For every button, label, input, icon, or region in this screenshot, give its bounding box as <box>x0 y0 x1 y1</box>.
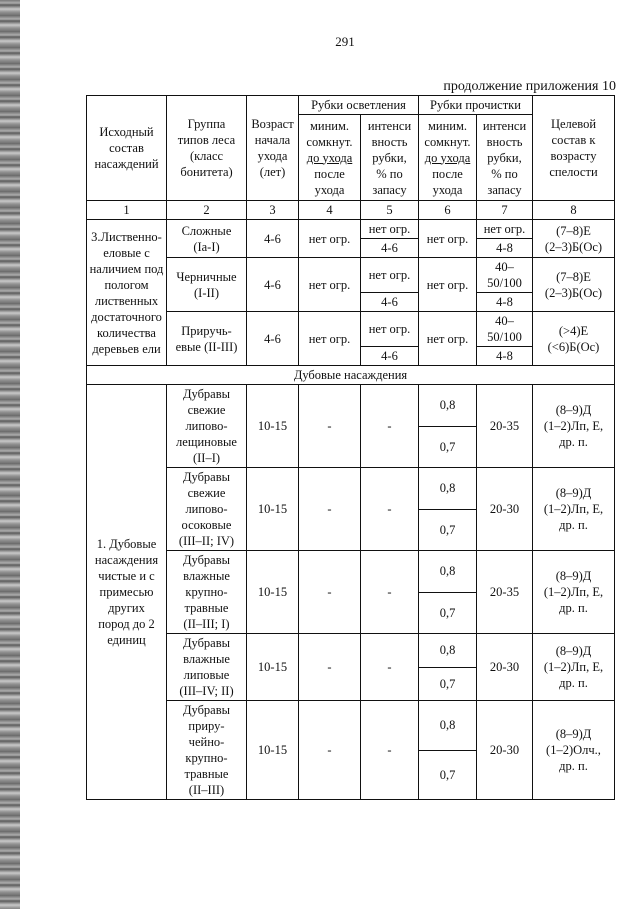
intensity-proch-top-cell: нет огр. <box>477 220 533 239</box>
forest-type-cell: Приручь- евые (II-III) <box>167 312 247 366</box>
intensity-proch-cell: 20-35 <box>477 385 533 468</box>
target-cell: (8–9)Д (1–2)Лп, Е, др. п. <box>533 551 615 634</box>
intensity-cell: - <box>361 701 419 800</box>
forest-type-cell: Дубравы свежие липово- осоковые (III–II; IV) <box>167 468 247 551</box>
min-density-cell: - <box>299 385 361 468</box>
header-composition: Исходный состав насаждений <box>87 96 167 201</box>
density-value-top: 0,8 <box>419 701 477 751</box>
density-value-top: 0,8 <box>419 551 477 593</box>
target-cell: (8–9)Д (1–2)Олч., др. п. <box>533 701 615 800</box>
forest-type-cell: Черничные (I-II) <box>167 258 247 312</box>
intensity-top-cell: нет огр. <box>361 312 419 347</box>
density-value-bottom: 0,7 <box>419 750 477 800</box>
forest-type-cell: Дубравы приру- чейно- крупно- травные (II–III) <box>167 701 247 800</box>
forest-type-cell: Дубравы влажные крупно- травные (II–III; I) <box>167 551 247 634</box>
start-age-cell: 4-6 <box>247 258 299 312</box>
column-number-2: 2 <box>167 201 247 220</box>
page-number: 291 <box>335 34 355 49</box>
intensity-bottom-cell: 4-6 <box>361 347 419 366</box>
column-number-8: 8 <box>533 201 615 220</box>
start-age-cell: 10-15 <box>247 701 299 800</box>
start-age-cell: 10-15 <box>247 468 299 551</box>
density-value-bottom: 0,7 <box>419 667 477 701</box>
forest-type-cell: Сложные (Ia-I) <box>167 220 247 258</box>
density-value-top: 0,8 <box>419 468 477 510</box>
header-min-density-osv: миним. сомкнут. до ухода после ухода <box>299 115 361 201</box>
intensity-proch-top-cell: 40– 50/100 <box>477 312 533 347</box>
intensity-proch-bottom-cell: 4-8 <box>477 239 533 258</box>
column-number-7: 7 <box>477 201 533 220</box>
min-density-cell: нет огр. <box>299 258 361 312</box>
header-forest-type: Группа типов леса (класс бонитета) <box>167 96 247 201</box>
header-start-age: Возраст начала ухода (лет) <box>247 96 299 201</box>
target-cell: (>4)Е (<6)Б(Ос) <box>533 312 615 366</box>
intensity-proch-bottom-cell: 4-8 <box>477 293 533 312</box>
target-cell: (8–9)Д (1–2)Лп, Е, др. п. <box>533 468 615 551</box>
header-min-density-proch: миним. сомкнут. до ухода после ухода <box>419 115 477 201</box>
intensity-proch-top-cell: 40– 50/100 <box>477 258 533 293</box>
start-age-cell: 10-15 <box>247 551 299 634</box>
column-number-4: 4 <box>299 201 361 220</box>
min-density-cell: - <box>299 634 361 701</box>
column-number-6: 6 <box>419 201 477 220</box>
forest-care-table <box>86 95 615 800</box>
intensity-top-cell: нет огр. <box>361 258 419 293</box>
header-intensity-proch: интенси вность рубки, % по запасу <box>477 115 533 201</box>
target-cell: (7–8)Е (2–3)Б(Ос) <box>533 258 615 312</box>
section2-title: Дубовые насаждения <box>87 366 615 385</box>
scan-edge-artifact <box>0 0 20 909</box>
min-density-proch-cell: нет огр. <box>419 220 477 258</box>
column-number-5: 5 <box>361 201 419 220</box>
column-number-1: 1 <box>87 201 167 220</box>
target-cell: (7–8)Е (2–3)Б(Ос) <box>533 220 615 258</box>
start-age-cell: 4-6 <box>247 312 299 366</box>
intensity-top-cell: нет огр. <box>361 220 419 239</box>
intensity-proch-cell: 20-30 <box>477 634 533 701</box>
target-cell: (8–9)Д (1–2)Лп, Е, др. п. <box>533 385 615 468</box>
intensity-proch-cell: 20-30 <box>477 468 533 551</box>
intensity-bottom-cell: 4-6 <box>361 293 419 312</box>
intensity-bottom-cell: 4-6 <box>361 239 419 258</box>
density-value-top: 0,8 <box>419 634 477 668</box>
min-density-cell: - <box>299 701 361 800</box>
start-age-cell: 10-15 <box>247 634 299 701</box>
min-density-proch-cell: нет огр. <box>419 258 477 312</box>
header-intensity-osv: интенси вность рубки, % по запасу <box>361 115 419 201</box>
min-density-cell: - <box>299 551 361 634</box>
min-density-cell: - <box>299 468 361 551</box>
density-value-bottom: 0,7 <box>419 592 477 634</box>
intensity-proch-cell: 20-35 <box>477 551 533 634</box>
header-group-prochistka: Рубки прочистки <box>419 96 533 115</box>
section2-composition: 1. Дубовые насаждения чистые и с примесью других пород до 2 единиц <box>87 385 167 800</box>
header-target: Целевой состав к возрасту спелости <box>533 96 615 201</box>
forest-type-cell: Дубравы свежие липово- лещиновые (II–I) <box>167 385 247 468</box>
intensity-cell: - <box>361 551 419 634</box>
start-age-cell: 4-6 <box>247 220 299 258</box>
forest-type-cell: Дубравы влажные липовые (III–IV; II) <box>167 634 247 701</box>
intensity-cell: - <box>361 634 419 701</box>
min-density-cell: нет огр. <box>299 220 361 258</box>
section1-composition: 3.Лиственно- еловые с наличием под пологом лиственных достаточного количества деревьев ели <box>87 220 167 366</box>
density-value-bottom: 0,7 <box>419 426 477 468</box>
target-cell: (8–9)Д (1–2)Лп, Е, др. п. <box>533 634 615 701</box>
intensity-cell: - <box>361 468 419 551</box>
intensity-proch-cell: 20-30 <box>477 701 533 800</box>
column-number-3: 3 <box>247 201 299 220</box>
density-value-top: 0,8 <box>419 385 477 427</box>
density-value-bottom: 0,7 <box>419 509 477 551</box>
continuation-label: продолжение приложения 10 <box>443 79 616 94</box>
intensity-proch-bottom-cell: 4-8 <box>477 347 533 366</box>
intensity-cell: - <box>361 385 419 468</box>
start-age-cell: 10-15 <box>247 385 299 468</box>
min-density-cell: нет огр. <box>299 312 361 366</box>
min-density-proch-cell: нет огр. <box>419 312 477 366</box>
header-group-osvetlenie: Рубки осветления <box>299 96 419 115</box>
